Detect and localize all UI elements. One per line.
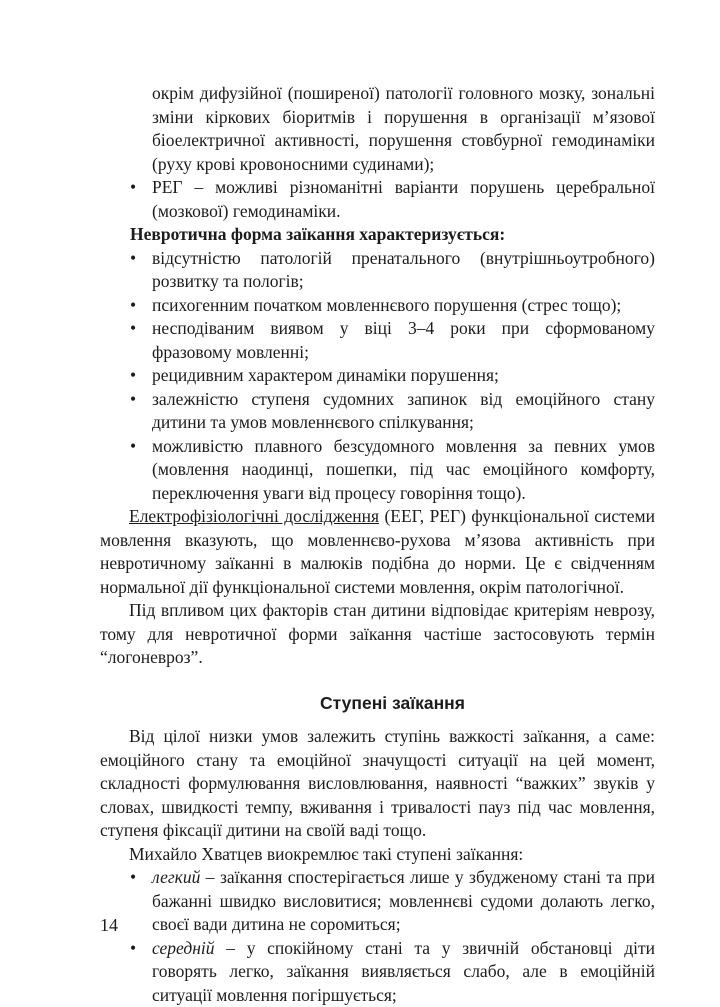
list-item xyxy=(100,176,655,223)
neurosis-paragraph: Під впливом цих факторів стан дитини відповідає критеріям неврозу, тому для невротичної форми заїкання частіше застосовують термін “логоневроз”. xyxy=(100,599,655,670)
reg-item-text: РЕГ – можливі різноманітні варіанти порушень церебральної (мозкової) гемодинаміки. xyxy=(152,177,655,221)
list-item xyxy=(100,364,655,388)
degree-term: легкий xyxy=(152,867,200,887)
list-item-text: несподіваним виявом у віці 3–4 роки при сформованому фразовому мовленні; xyxy=(152,318,655,362)
neurotic-list xyxy=(100,247,655,506)
list-item xyxy=(100,937,655,1007)
degree-list xyxy=(100,866,655,1007)
electro-term: Електрофізіологічні дослідження xyxy=(129,506,379,526)
bullet-icon: • xyxy=(130,176,136,200)
electro-paragraph xyxy=(100,505,655,599)
electro-text: (ЕЕГ, РЕГ) функціональної системи мовлення вказують, що мовленнєво-рухова м’язова активність при невротичному заїканні в малюків подібна до норми. Це є свідченням нормальної дії функціональної системи мовлення, окрім патологічної. xyxy=(100,506,655,597)
list-item xyxy=(100,317,655,364)
list-item-text: можливістю плавного безсудомного мовлення за певних умов (мовлення наодинці, пошепки, під час емоційного комфорту, переключення уваги від процесу говоріння тощо). xyxy=(152,436,655,503)
bullet-icon: • xyxy=(130,435,136,459)
list-item xyxy=(100,247,655,294)
list-item-text: залежністю ступеня судомних запинок від емоційного стану дитини та умов мовленнєвого спілкування; xyxy=(152,389,655,433)
neurotic-heading: Невротична форма заїкання характеризується: xyxy=(100,223,655,247)
list-item xyxy=(100,294,655,318)
bullet-icon: • xyxy=(130,388,136,412)
list-item xyxy=(100,388,655,435)
bullet-icon: • xyxy=(130,247,136,271)
degree-text: – у спокійному стані та у звичній обстановці діти говорять легко, заїкання виявляється слабо, але в емоційній ситуації мовлення погіршується; xyxy=(152,938,655,1005)
list-item-text: відсутністю патологій пренатального (внутрішньоутробного) розвитку та пологів; xyxy=(152,248,655,292)
bullet-icon: • xyxy=(130,317,136,341)
page-body xyxy=(100,82,655,1007)
eeg-continuation: окрім дифузійної (поширеної) патології головного мозку, зональні зміни кіркових біоритмів і порушення в організації м’язової біоелектричної активності, порушення стовбурної гемодинаміки (руху крові кровоносними судинами); xyxy=(100,82,655,176)
degree-term: середній xyxy=(152,938,215,958)
list-item xyxy=(100,866,655,937)
list-item-text: рецидивним характером динаміки порушення; xyxy=(152,365,499,385)
degree-paragraph: Від цілої низки умов залежить ступінь важкості заїкання, а саме: емоційного стану та емоційної значущості ситуації на цей момент, складності формулювання висловлювання, наявності “важких” звуків у словах, швидкості темпу, вживання і тривалості пауз під час мовлення, ступеня фіксації дитини на своїй ваді тощо. xyxy=(100,725,655,843)
list-item xyxy=(100,435,655,506)
bullet-icon: • xyxy=(130,937,136,961)
list-item-text: психогенним початком мовленнєвого порушення (стрес тощо); xyxy=(152,295,621,315)
section-title: Ступені заїкання xyxy=(100,692,655,716)
bullet-icon: • xyxy=(130,866,136,890)
reg-list xyxy=(100,176,655,223)
page-number: 14 xyxy=(100,915,118,936)
bullet-icon: • xyxy=(130,364,136,388)
bullet-icon: • xyxy=(130,294,136,318)
degree-text: – заїкання спостерігається лише у збудженому стані та при бажанні швидко висловитися; мовленнєві судоми долають легко, своєї вади дитина не соромиться; xyxy=(152,867,655,934)
khvattsev-intro: Михайло Хватцев виокремлює такі ступені заїкання: xyxy=(100,843,655,867)
